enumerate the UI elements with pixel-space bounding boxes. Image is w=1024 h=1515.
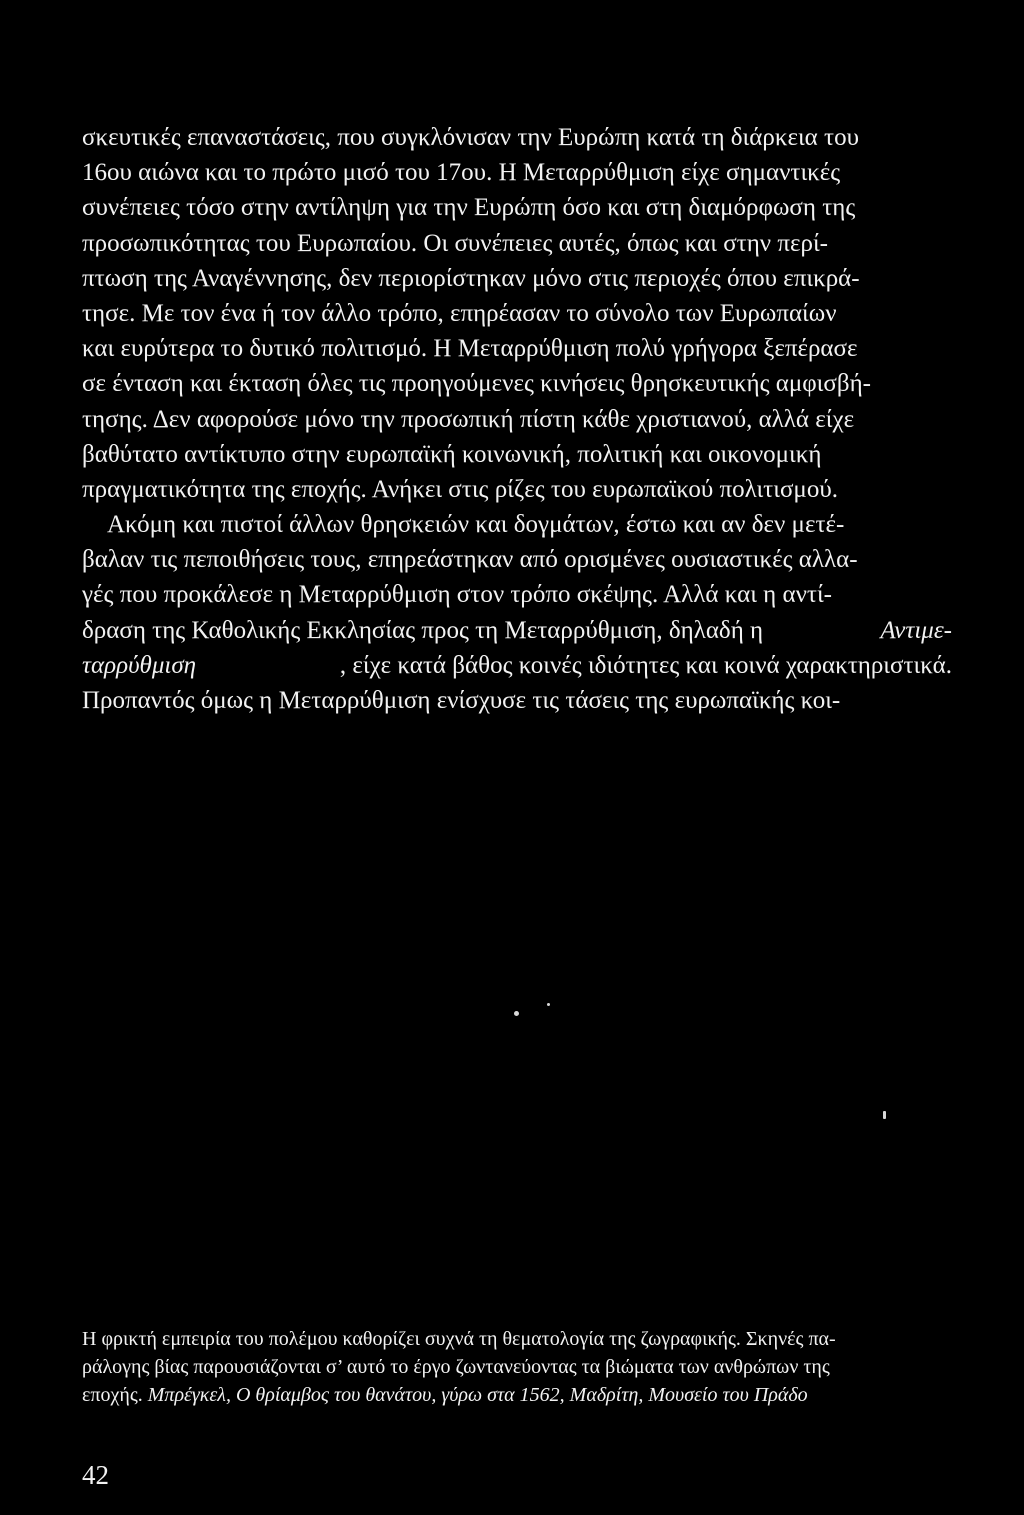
body-line: βαλαν τις πεποιθήσεις τους, επηρεάστηκαν από ορισμένες ουσιαστικές αλλα-	[82, 546, 858, 574]
body-line: και ευρύτερα το δυτικό πολιτισμό. Η Μεταρρύθμιση πολύ γρήγορα ξεπέρασε	[82, 335, 858, 363]
caption-line: εποχής. Μπρέγκελ, Ο θρίαμβος του θανάτου, γύρω στα 1562, Μαδρίτη, Μουσείο του Πράδο	[82, 1381, 954, 1409]
body-line: συνέπειες τόσο στην αντίληψη για την Ευρώπη όσο και στη διαμόρφωση της	[82, 194, 856, 222]
body-line: σκευτικές επαναστάσεις, που συγκλόνισαν την Ευρώπη κατά τη διάρκεια του	[82, 124, 859, 151]
body-line: ταρρύθμιση , είχε κατά βάθος κοινές ιδιότητες και κοινά χαρακτηριστικά.	[82, 648, 952, 683]
figure-caption	[82, 1325, 954, 1409]
body-line: πτωση της Αναγέννησης, δεν περιορίστηκαν μόνο στις περιοχές όπου επικρά-	[82, 264, 860, 292]
body-line: τησε. Με τον ένα ή τον άλλο τρόπο, επηρέασαν το σύνολο των Ευρωπαίων	[82, 299, 837, 327]
body-text	[82, 120, 952, 718]
body-line: δραση της Καθολικής Εκκλησίας προς τη Μεταρρύθμιση, δηλαδή η Αντιμε-	[82, 613, 952, 648]
body-line: πραγματικότητα της εποχής. Ανήκει στις ρίζες του ευρωπαϊκού πολιτισμού.	[82, 475, 838, 503]
body-line: προσωπικότητας του Ευρωπαίου. Οι συνέπειες αυτές, όπως και στην περί-	[82, 229, 828, 257]
scan-speck	[547, 1003, 550, 1006]
caption-line: Η φρικτή εμπειρία του πολέμου καθορίζει συχνά τη θεματολογία της ζωγραφικής. Σκηνές πα-	[82, 1328, 836, 1350]
body-line: Ακόμη και πιστοί άλλων θρησκειών και δογμάτων, έστω και αν δεν μετέ-	[107, 511, 845, 539]
scan-speck	[883, 1111, 886, 1119]
body-line: τησης. Δεν αφορούσε μόνο την προσωπική πίστη κάθε χριστιανού, αλλά είχε	[82, 405, 855, 433]
body-line: σε ένταση και έκταση όλες τις προηγούμενες κινήσεις θρησκευτικής αμφισβή-	[82, 370, 871, 398]
artwork-credit: Μπρέγκελ, Ο θρίαμβος του θανάτου, γύρω στα 1562, Μαδρίτη, Μουσείο του Πράδο	[147, 1384, 808, 1406]
scan-speck	[514, 1011, 519, 1016]
body-line: γές που προκάλεσε η Μεταρρύθμιση στον τρόπο σκέψης. Αλλά και η αντί-	[82, 581, 832, 609]
caption-line: ράλογης βίας παρουσιάζονται σ’ αυτό το έργο ζωντανεύοντας τα βιώματα των ανθρώπων της	[82, 1356, 830, 1378]
body-line: 16ου αιώνα και το πρώτο μισό του 17ου. Η Μεταρρύθμιση είχε σημαντικές	[82, 159, 841, 187]
page-number: 42	[82, 1460, 109, 1490]
term-counter-reformation-cont: ταρρύθμιση	[82, 651, 197, 679]
term-counter-reformation: Αντιμε-	[880, 616, 952, 644]
body-line: βαθύτατο αντίκτυπο στην ευρωπαϊκή κοινωνική, πολιτική και οικονομική	[82, 440, 822, 468]
body-line: Προπαντός όμως η Μεταρρύθμιση ενίσχυσε τις τάσεις της ευρωπαϊκής κοι-	[82, 687, 841, 714]
